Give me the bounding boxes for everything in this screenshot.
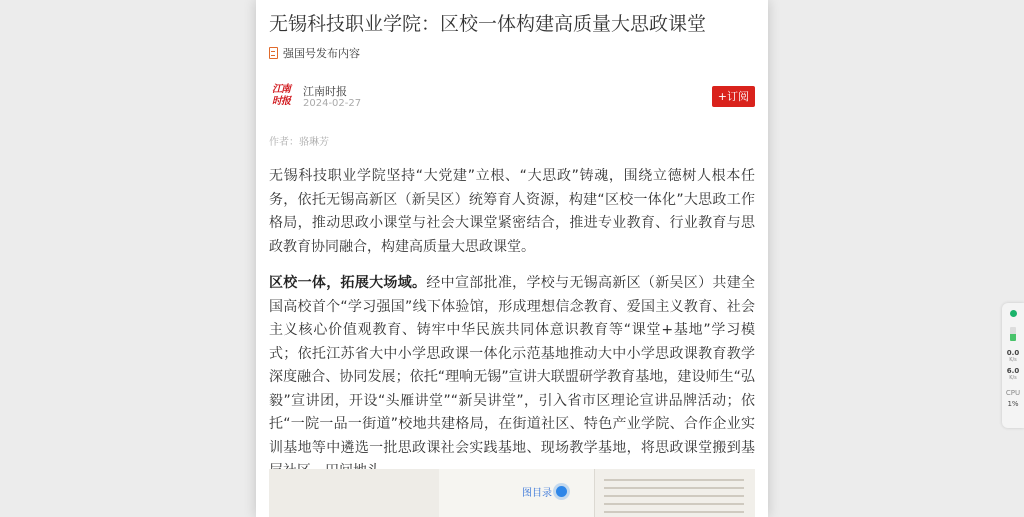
- network-monitor-widget[interactable]: [1002, 303, 1024, 428]
- upload-speed-value: 0.0: [1006, 349, 1020, 357]
- article-panel: [256, 0, 768, 517]
- paragraph-2-lead: 区校一体，拓展大场域。: [269, 275, 427, 291]
- article-figure[interactable]: [269, 469, 755, 517]
- cpu-value: 1%: [1007, 400, 1019, 408]
- publisher-name[interactable]: 江南时报: [303, 85, 347, 98]
- figure-text-lines: [604, 479, 744, 517]
- figure-page-middle: [439, 469, 594, 517]
- publisher-logo[interactable]: [269, 84, 293, 110]
- upload-speed-unit: K/s: [1009, 357, 1017, 363]
- article-paragraph-2: [269, 272, 755, 484]
- download-speed-unit: K/s: [1009, 375, 1017, 381]
- source-tag: [269, 45, 360, 61]
- cpu-label: CPU: [1005, 389, 1021, 397]
- paragraph-1-text: 无锡科技职业学院坚持“大党建”立根、“大思政”铸魂，围绕立德树人根本任务，依托无锡高新区（新吴区）统筹育人资源，构建“区校一体化”大思政工作格局，推动思政小课堂与社会大课堂紧密结合，推进专业教育、行业教育与思政教育协同融合，构建高质量大思政课堂。: [269, 168, 755, 255]
- publisher-info: [269, 82, 755, 112]
- download-speed-value: 6.0: [1006, 367, 1020, 375]
- article-paragraph-1: [269, 165, 755, 259]
- article-title: 无锡科技职业学院：区校一体构建高质量大思政课堂: [269, 13, 707, 35]
- source-tag-label: 强国号发布内容: [283, 47, 360, 60]
- publish-date: 2024-02-27: [303, 98, 362, 109]
- toc-dot-icon: [556, 486, 567, 497]
- figure-page-left: [269, 469, 439, 517]
- publisher-logo-line1: 江南: [272, 84, 290, 95]
- publisher-logo-line2: 时报: [272, 96, 290, 107]
- memory-bar-icon: [1010, 327, 1016, 341]
- subscribe-button[interactable]: +订阅: [712, 86, 755, 107]
- paragraph-2-text: 经中宣部批准，学校与无锡高新区（新吴区）共建全国高校首个“学习强国”线下体验馆，形成理想信念教育、爱国主义教育、社会主义核心价值观教育、铸牢中华民族共同体意识教育等“课堂+基地”学习模式；依托江苏省大中小学思政课一体化示范基地推动大中小学思政课教育教学深度融合、协同发展；依托“理响无锡”宣讲大联盟研学教育基地，建设师生“弘毅”宣讲团，开设“头雁讲堂”“新吴讲堂”，引入省市区理论宣讲品牌活动；依托“一院一品一街道”校地共建格局，在街道社区、特色产业学院、合作企业实训基地等中遴选一批思政课社会实践基地、现场教学基地，将思政课堂搬到基: [269, 275, 756, 456]
- author-line: 作者：骆琳芳: [269, 137, 329, 148]
- status-dot-icon: [1010, 310, 1017, 317]
- figure-toc-label: 图目录: [522, 487, 552, 499]
- figure-toc-button[interactable]: [522, 483, 567, 499]
- document-icon: [269, 47, 278, 59]
